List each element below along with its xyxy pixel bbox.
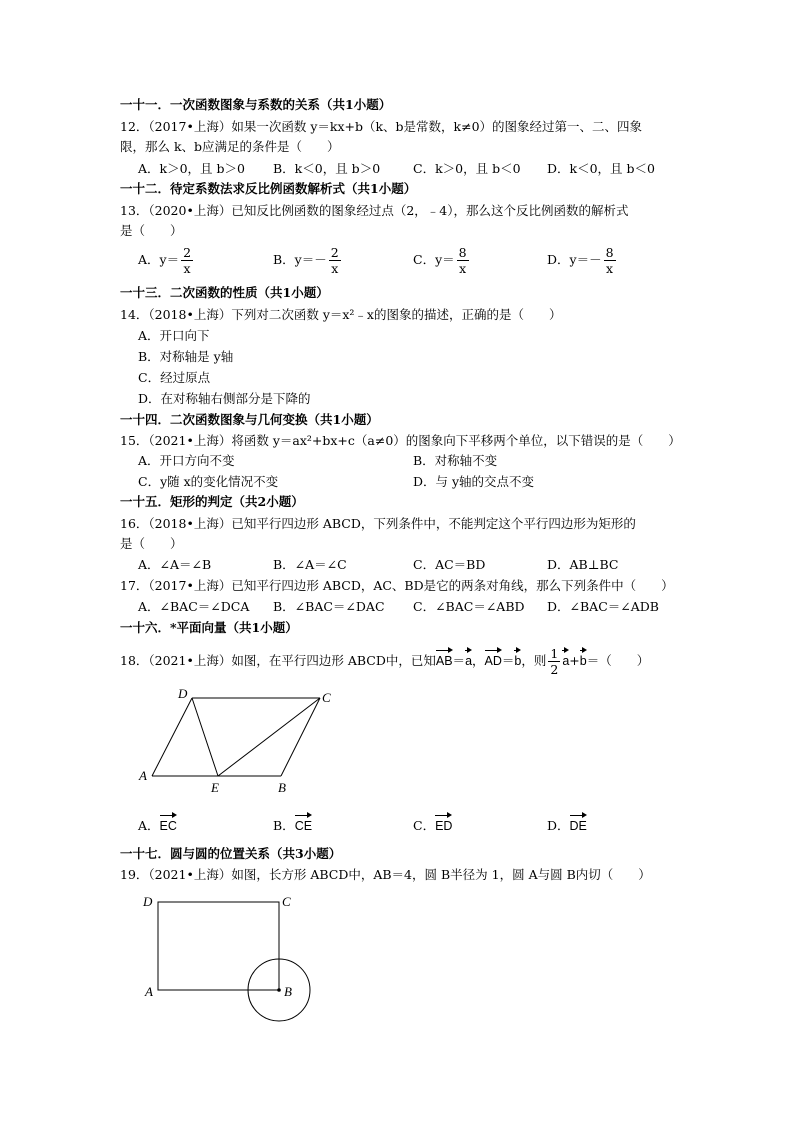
rectangle-circle-figure (135, 890, 335, 1030)
vector-a: a (562, 654, 570, 668)
section-heading: 一十六．*平面向量（共1小题） (120, 620, 298, 635)
label-c: C (322, 690, 331, 705)
question-17-stem: 17．（2017•上海）已知平行四边形 ABCD，AC、BD是它的两条对角线，那么下列条件中（ ） (120, 578, 674, 593)
question-14-stem: 14．（2018•上海）下列对二次函数 y＝x²﹣x的图象的描述，正确的是（ ） (120, 307, 562, 322)
option-c: C．k＞0，且 b＜0 (413, 161, 521, 176)
label-d: D (143, 894, 153, 909)
option-d: D．在对称轴右侧部分是下降的 (138, 391, 311, 406)
option-b: B．∠BAC＝∠DAC (273, 599, 385, 614)
question-12-stem-cont: 限，那么 k、b应满足的条件是（ ） (120, 139, 340, 154)
option-d: D．DE (547, 818, 587, 833)
segment-ec (218, 698, 320, 776)
vector-b: b (579, 654, 587, 668)
vector-ad: AD (484, 654, 502, 668)
option-c: C．经过原点 (138, 370, 211, 385)
option-b: B．k＜0，且 b＞0 (273, 161, 381, 176)
question-19-stem: 19．（2021•上海）如图，长方形 ABCD中，AB＝4，圆 B半径为 1，圆 A与圆 B内切（ ） (120, 867, 651, 882)
option-c: C．ED (413, 818, 453, 833)
side-bc (281, 698, 320, 776)
question-16-stem-cont: 是（ ） (120, 536, 183, 551)
question-12-stem: 12．（2017•上海）如果一次函数 y＝kx+b（k、b是常数，k≠0）的图象经过第一、二、四象 (120, 119, 643, 134)
option-d: D．k＜0，且 b＜0 (547, 161, 655, 176)
option-d: D．AB⊥BC (547, 557, 619, 572)
label-b: B (278, 780, 286, 795)
question-18-stem: 18．（2021•上海）如图，在平行四边形 ABCD中，已知AB＝a，AD＝b，则 $\frac{1}{2}$ a+b＝（ ） (120, 646, 650, 677)
section-heading: 一十一．一次函数图象与系数的关系（共1小题） (120, 97, 392, 112)
rectangle-abcd (158, 902, 279, 990)
option-a: A．∠BAC＝∠DCA (138, 599, 250, 614)
option-b: B．CE (273, 818, 313, 833)
option-b: B．y＝－ $\frac{2}{x}$ (273, 245, 339, 276)
option-a: A．开口方向不变 (138, 453, 235, 468)
option-c: C．∠BAC＝∠ABD (413, 599, 525, 614)
question-15-stem: 15．（2021•上海）将函数 y＝ax²+bx+c（a≠0）的图象向下平移两个单位，以下错误的是（ ） (120, 433, 681, 448)
section-heading: 一十五．矩形的判定（共2小题） (120, 494, 304, 509)
option-a: A．k＞0，且 b＞0 (138, 161, 245, 176)
option-d: D．∠BAC＝∠ADB (547, 599, 659, 614)
option-d: D．与 y轴的交点不变 (413, 474, 535, 489)
section-heading: 一十二．待定系数法求反比例函数解析式（共1小题） (120, 181, 417, 196)
vector-a: a (465, 654, 473, 668)
option-b: B．对称轴是 y轴 (138, 349, 234, 364)
question-13-stem: 13．（2020•上海）已知反比例函数的图象经过点（2，﹣4），那么这个反比例函数的解析式 (120, 203, 629, 218)
option-b: B．对称轴不变 (413, 453, 498, 468)
center-point-b (277, 988, 281, 992)
option-a: A．y＝ $\frac{2}{x}$ (138, 245, 192, 276)
option-c: C．AC＝BD (413, 557, 486, 572)
option-b: B．∠A＝∠C (273, 557, 347, 572)
label-d: D (178, 686, 188, 701)
label-c: C (282, 894, 291, 909)
label-a: A (145, 984, 153, 999)
side-ad (152, 698, 192, 776)
label-a: A (139, 768, 147, 783)
question-13-stem-cont: 是（ ） (120, 223, 183, 238)
option-a: A．∠A＝∠B (138, 557, 212, 572)
label-e: E (211, 780, 219, 795)
label-b: B (284, 984, 292, 999)
section-heading: 一十三．二次函数的性质（共1小题） (120, 285, 329, 300)
section-heading: 一十七．圆与圆的位置关系（共3小题） (120, 846, 342, 861)
vector-ab: AB (435, 654, 453, 668)
option-a: A．EC (138, 818, 177, 833)
question-16-stem: 16．（2018•上海）已知平行四边形 ABCD，下列条件中，不能判定这个平行四边形为矩形的 (120, 516, 636, 531)
option-c: C．y＝ $\frac{8}{x}$ (413, 245, 467, 276)
option-d: D．y＝－ $\frac{8}{x}$ (547, 245, 614, 276)
parallelogram-figure (130, 680, 350, 800)
option-a: A．开口向下 (138, 328, 210, 343)
option-c: C．y随 x的变化情况不变 (138, 474, 279, 489)
vector-b: b (514, 654, 522, 668)
segment-de (192, 698, 218, 776)
section-heading: 一十四．二次函数图象与几何变换（共1小题） (120, 412, 379, 427)
